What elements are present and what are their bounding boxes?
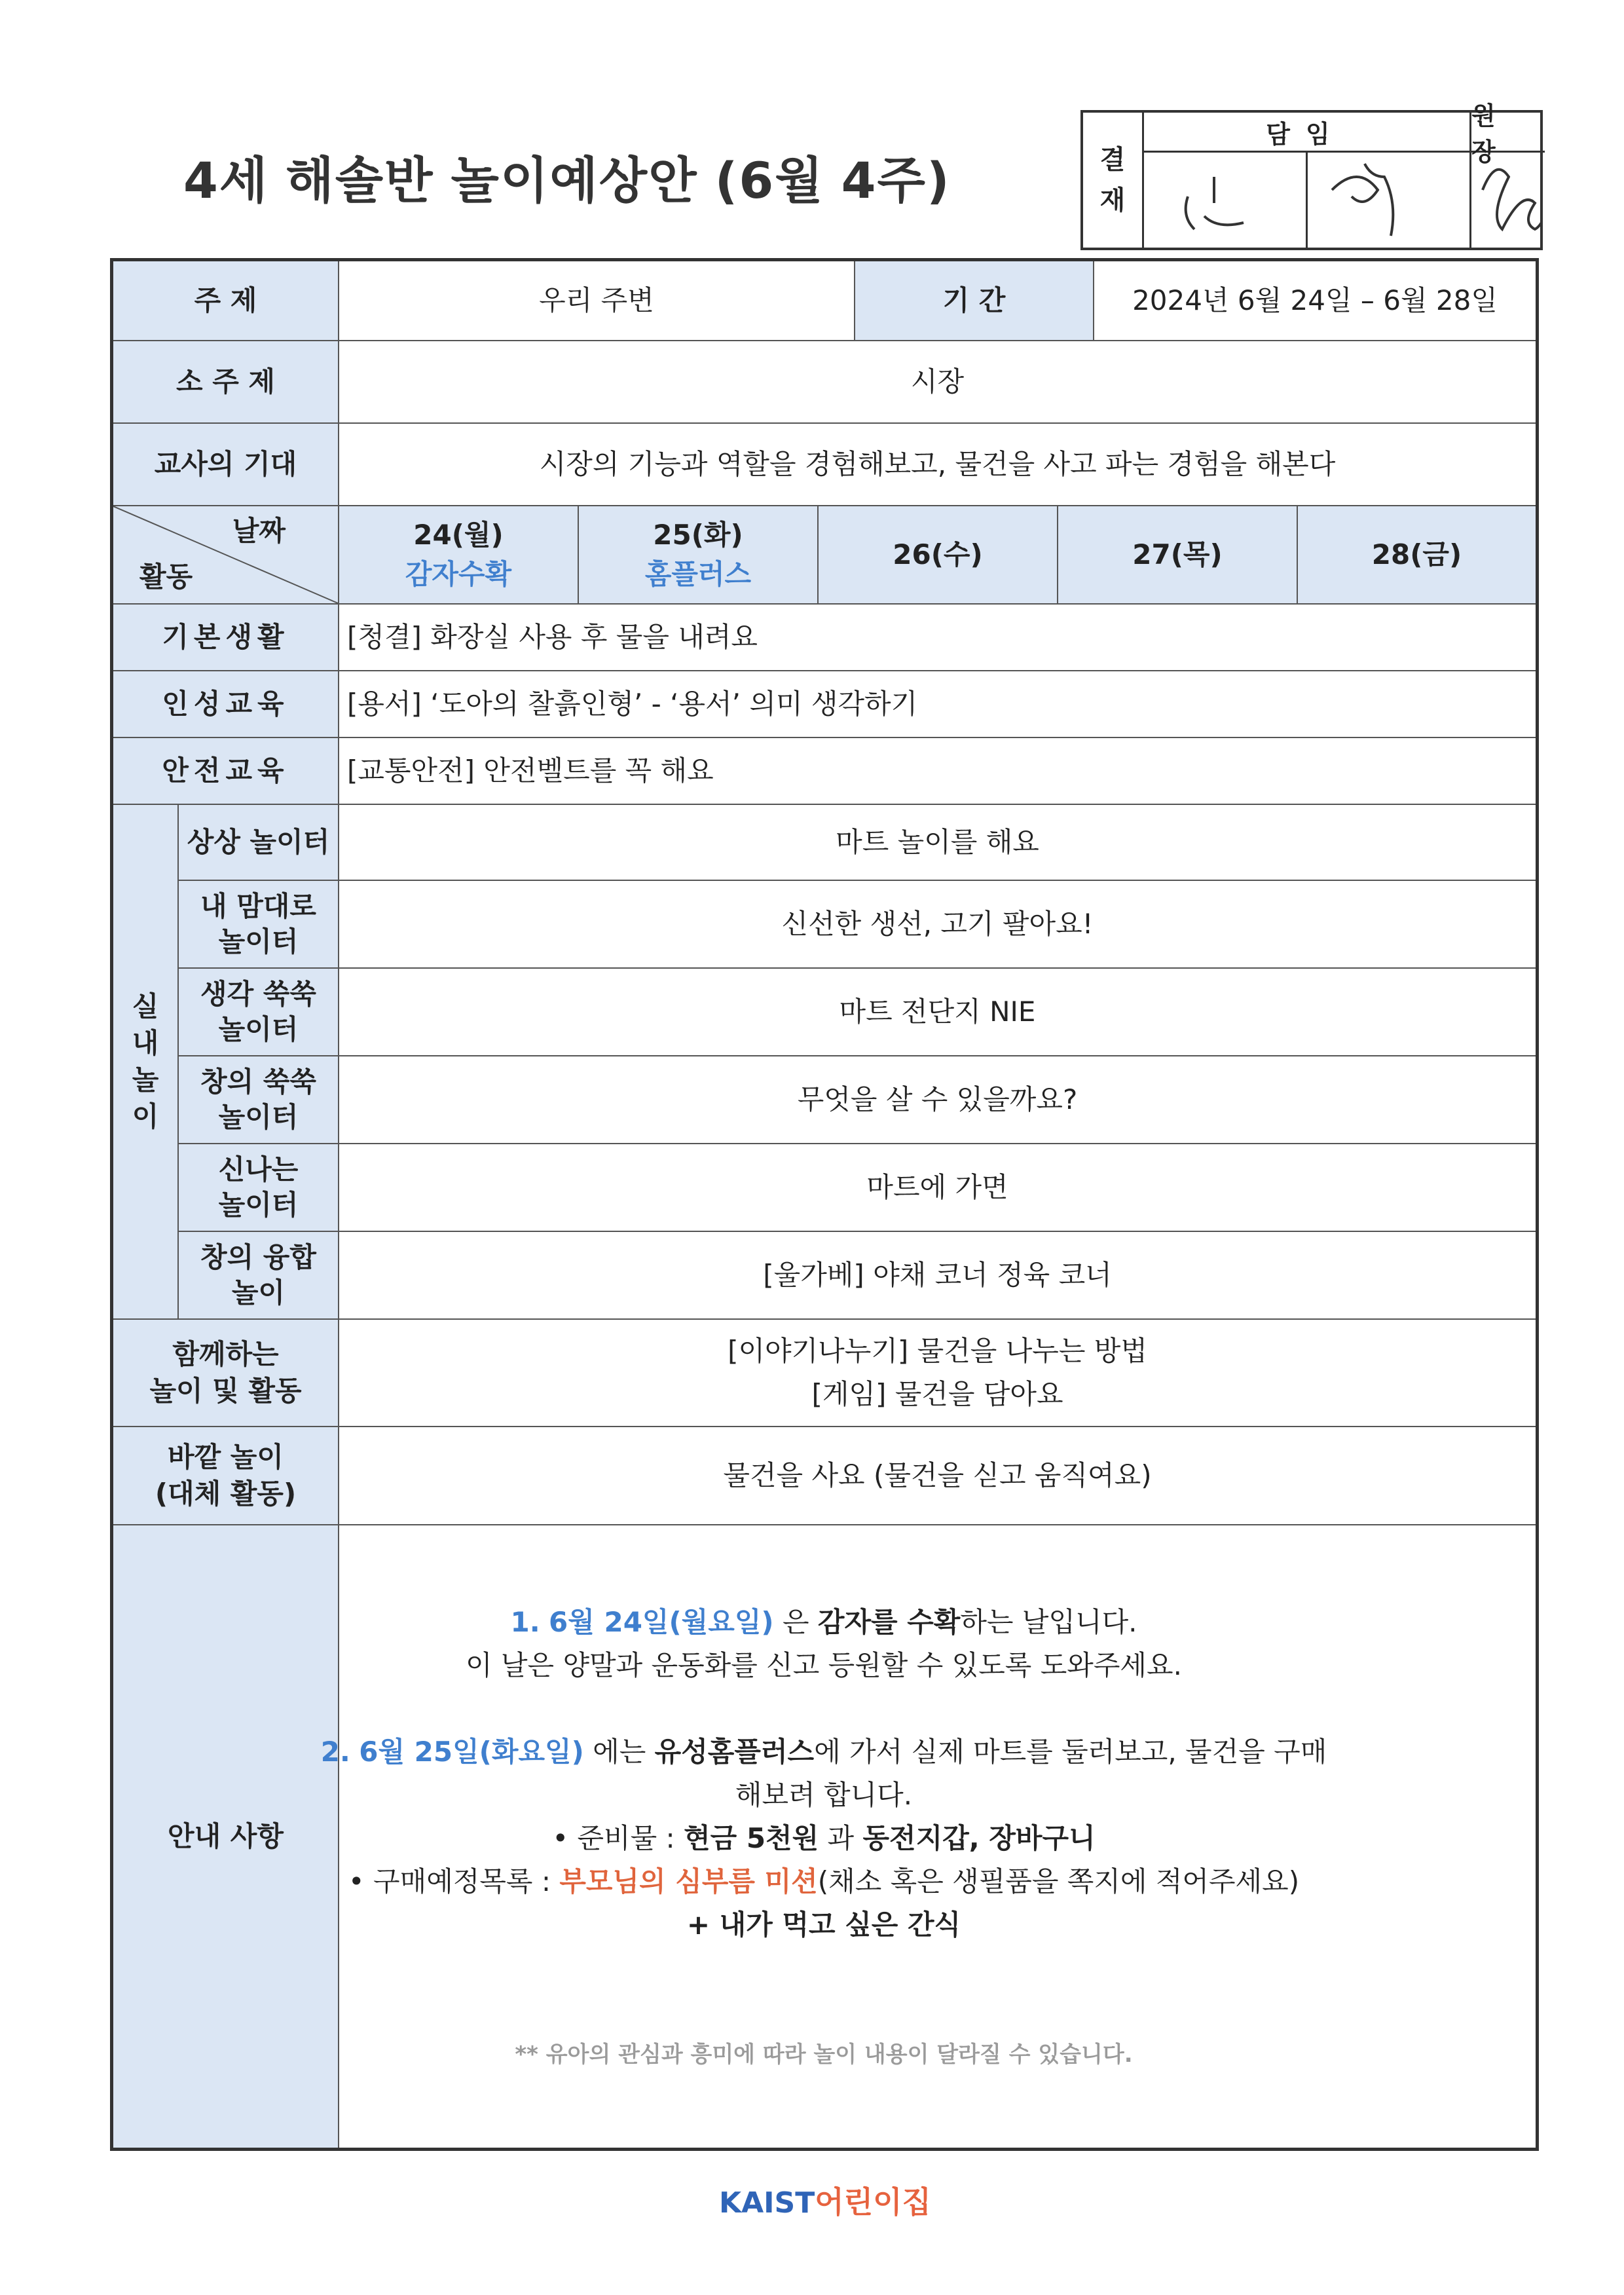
- indoor-label-6: 창의 융합 놀이: [179, 1232, 339, 1320]
- theme-value: 우리 주변: [339, 261, 855, 341]
- notice-item-2: 2. 6월 25일(화요일) 에는 유성홈플러스에 가서 실제 마트를 둘러보고, 물건을 구매: [320, 1736, 1327, 1768]
- outdoor-value: 물건을 사요 (물건을 싣고 움직여요): [339, 1427, 1536, 1525]
- subtheme-value: 시장: [339, 341, 1536, 424]
- signature-cell-1: [1142, 151, 1308, 250]
- period-label: 기 간: [855, 261, 1094, 341]
- indoor-value-2: 신선한 생선, 고기 팔아요!: [339, 881, 1536, 969]
- day-mon: 24(월) 감자수확: [339, 506, 579, 605]
- notice-purchase-list: • 구매예정목록 : 부모님의 심부름 미션(채소 혹은 생필품을 쪽지에 적어주세요): [348, 1865, 1300, 1897]
- notice-item-1: 1. 6월 24일(월요일) 은 감자를 수확하는 날입니다.: [510, 1606, 1137, 1638]
- indoor-play-group-label: 실 내 놀 이: [113, 805, 179, 1320]
- notice-item-2-line2: 해보려 합니다.: [735, 1779, 913, 1811]
- expectation-label: 교사의 기대: [113, 424, 339, 506]
- basic-life-value: [청결] 화장실 사용 후 물을 내려요: [339, 605, 1536, 671]
- together-value: [이야기나누기] 물건을 나누는 방법 [게임] 물건을 담아요: [339, 1320, 1536, 1427]
- indoor-label-3: 생각 쑥쑥 놀이터: [179, 969, 339, 1056]
- day-thu: 27(목): [1058, 506, 1298, 605]
- date-activity-header: [113, 506, 339, 605]
- day-tue: 25(화) 홈플러스: [579, 506, 819, 605]
- signature-cell-2: [1306, 151, 1471, 250]
- day-fri: 28(금): [1298, 506, 1536, 605]
- theme-label: 주 제: [113, 261, 339, 341]
- day-wed: 26(수): [819, 506, 1058, 605]
- character-value: [용서] ‘도아의 찰흙인형’ - ‘용서’ 의미 생각하기: [339, 671, 1536, 738]
- indoor-value-3: 마트 전단지 NIE: [339, 969, 1536, 1056]
- indoor-label-2: 내 맘대로 놀이터: [179, 881, 339, 969]
- indoor-value-1: 마트 놀이를 해요: [339, 805, 1536, 881]
- approval-label: 결 재: [1083, 113, 1144, 248]
- outdoor-label: 바깥 놀이 (대체 활동): [113, 1427, 339, 1525]
- indoor-label-1: 상상 놀이터: [179, 805, 339, 881]
- signature-cell-3: [1469, 151, 1543, 250]
- signature-2-icon: [1306, 151, 1469, 250]
- indoor-value-6: [울가베] 야채 코너 정육 코너: [339, 1232, 1536, 1320]
- activity-label: 활동: [139, 561, 193, 593]
- subtheme-label: 소 주 제: [113, 341, 339, 424]
- page-title: 4세 해솔반 놀이예상안 (6월 4주): [183, 151, 951, 210]
- indoor-label-5: 신나는 놀이터: [179, 1144, 339, 1232]
- safety-value: [교통안전] 안전벨트를 꼭 해요: [339, 738, 1536, 805]
- signature-3-icon: [1469, 151, 1543, 250]
- indoor-label-4: 창의 쑥쑥 놀이터: [179, 1056, 339, 1144]
- approval-director-header: 원장: [1469, 113, 1545, 153]
- basic-life-label: 기본생활: [113, 605, 339, 671]
- notice-item-1-line2: 이 날은 양말과 운동화를 신고 등원할 수 있도록 도와주세요.: [466, 1649, 1182, 1681]
- safety-label: 안전교육: [113, 738, 339, 805]
- notice-content: [223, 1601, 1425, 2076]
- notice-plus: + 내가 먹고 싶은 간식: [686, 1909, 961, 1941]
- indoor-value-5: 마트에 가면: [339, 1144, 1536, 1232]
- period-value: 2024년 6월 24일 – 6월 28일: [1094, 261, 1536, 341]
- character-label: 인성교육: [113, 671, 339, 738]
- notice-prep: • 준비물 : 현금 5천원 과 동전지갑, 장바구니: [552, 1822, 1096, 1854]
- kaist-logo: KAIST어린이집: [719, 2184, 931, 2220]
- indoor-value-4: 무엇을 살 수 있을까요?: [339, 1056, 1536, 1144]
- date-label: 날짜: [232, 515, 286, 547]
- expectation-value: 시장의 기능과 역할을 경험해보고, 물건을 사고 파는 경험을 해본다: [339, 424, 1536, 506]
- approval-homeroom-header: 담임: [1142, 113, 1469, 153]
- together-label: 함께하는 놀이 및 활동: [113, 1320, 339, 1427]
- approval-box: [1080, 102, 1543, 250]
- notice-label: 안내 사항: [113, 1525, 339, 2148]
- notice-footnote: ** 유아의 관심과 흥미에 따라 놀이 내용이 달라질 수 있습니다.: [515, 2042, 1133, 2068]
- signature-1-icon: [1142, 151, 1306, 250]
